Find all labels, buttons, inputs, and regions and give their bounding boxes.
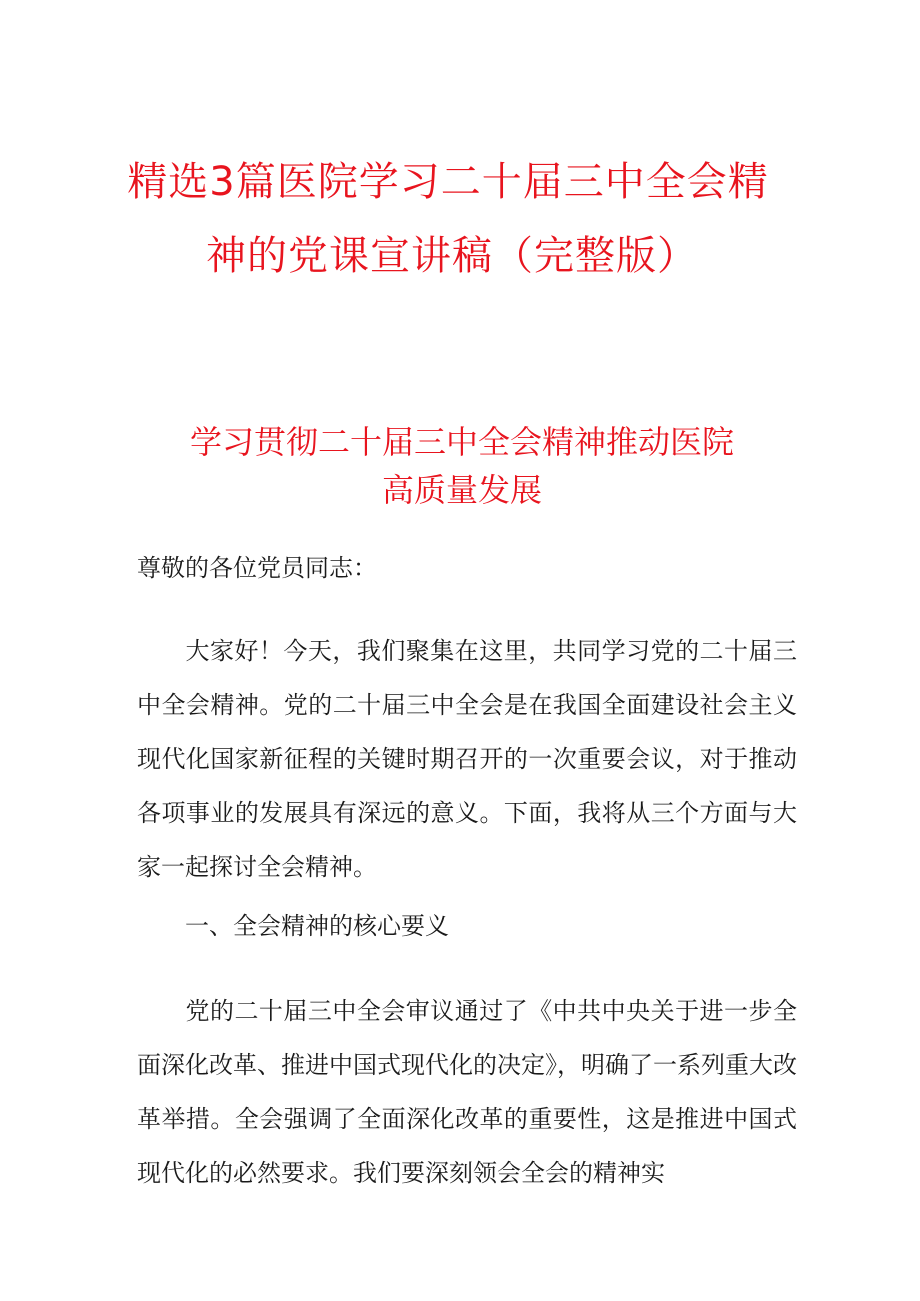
paragraph-intro: [137, 624, 797, 894]
paragraph-core: [137, 984, 797, 1200]
speech-title-line1: 学习贯彻二十届三中全会精神推动医院: [189, 423, 734, 461]
paragraph-core-text: 党的二十届三中全会审议通过了《中共中央关于进一步全面深化改革、推进中国式现代化的决定》，明确了一系列重大改革举措。全会强调了全面深化改革的重要性，这是推进中国式现代化的必然要求。我们要深刻领会全会的精神实: [137, 997, 797, 1187]
salutation: 尊敬的各位党员同志：: [137, 554, 377, 582]
section-heading-1: 一、全会精神的核心要义: [185, 912, 449, 940]
speech-title-line2: 高质量发展: [381, 471, 542, 509]
document-title-line1: 精选3篇医院学习二十届三中全会精: [127, 159, 769, 205]
document-title-line2: 神的党课宣讲稿（完整版）: [206, 233, 698, 279]
paragraph-intro-text: 大家好！今天，我们聚集在这里，共同学习党的二十届三中全会精神。党的二十届三中全会是在我国全面建设社会主义现代化国家新征程的关键时期召开的一次重要会议，对于推动各项事业的发展具有深远的意义。下面，我将从三个方面与大家一起探讨全会精神。: [137, 637, 797, 881]
